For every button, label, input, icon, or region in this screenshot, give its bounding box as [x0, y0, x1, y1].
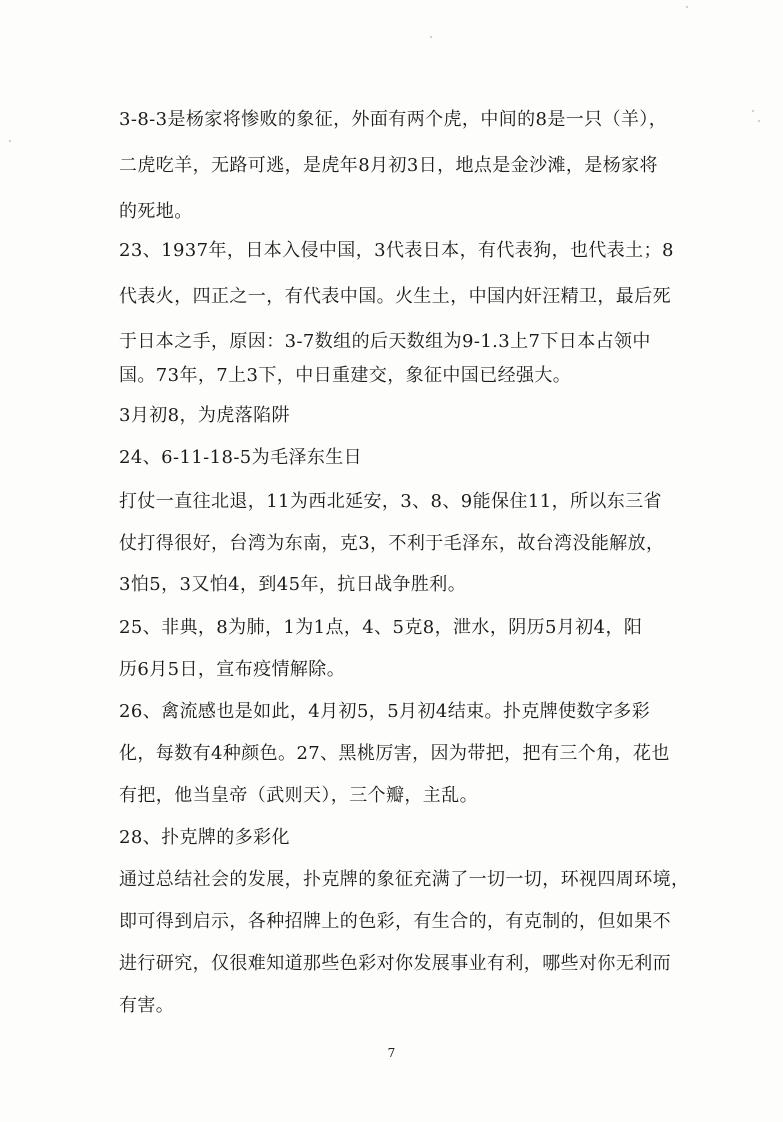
text-line: 25、非典，8为肺，1为1点，4、5克8，泄水，阴历5月初4，阳: [119, 617, 643, 638]
text-line: 的死地。: [119, 201, 193, 222]
scan-speck: [686, 6, 688, 8]
text-line: 国。73年，7上3下，中日重建交，象征中国已经强大。: [119, 365, 572, 386]
text-line: 历6月5日，宣布疫情解除。: [119, 659, 346, 680]
text-line: 于日本之手，原因：3-7数组的后天数组为9-1.3上7下日本占领中: [119, 331, 651, 352]
text-line: 化，每数有4种颜色。27、黑桃厉害，因为带把，把有三个角，花也: [119, 743, 670, 764]
text-line: 仗打得很好，台湾为东南，克3，不利于毛泽东，故台湾没能解放，: [119, 533, 665, 554]
text-line: 3月初8，为虎落陷阱: [119, 405, 290, 426]
scan-speck: [758, 120, 760, 122]
text-line: 代表火，四正之一，有代表中国。火生土，中国内奸汪精卫，最后死: [119, 286, 671, 307]
text-line: 进行研究，仅很难知道那些色彩对你发展事业有利，哪些对你无利而: [119, 953, 671, 974]
text-line: 有害。: [119, 995, 175, 1016]
scan-speck: [430, 36, 432, 38]
text-line: 24、6-11-18-5为毛泽东生日: [119, 447, 363, 468]
page-number: 7: [387, 1046, 396, 1060]
scan-speck: [752, 110, 754, 112]
text-line: 26、禽流感也是如此，4月初5，5月初4结束。扑克牌使数字多彩: [119, 701, 651, 722]
scan-speck: [9, 140, 11, 142]
text-line: 即可得到启示，各种招牌上的色彩，有生合的，有克制的，但如果不: [119, 911, 671, 932]
text-line: 有把，他当皇帝（武则天），三个瓣，主乱。: [119, 785, 478, 806]
text-line: 3-8-3是杨家将惨败的象征，外面有两个虎，中间的8是一只（羊），: [119, 109, 668, 130]
text-line: 打仗一直往北退，11为西北延安，3、8、9能保住11，所以东三省: [119, 491, 662, 512]
text-line: 二虎吃羊，无路可逃，是虎年8月初3日，地点是金沙滩，是杨家将: [119, 155, 658, 176]
text-line: 23、1937年，日本入侵中国，3代表日本，有代表狗，也代表土；8: [119, 240, 674, 261]
text-line: 28、扑克牌的多彩化: [119, 827, 290, 848]
text-line: 通过总结社会的发展，扑克牌的象征充满了一切一切，环视四周环境，: [119, 869, 690, 890]
text-line: 3怕5，3又怕4，到45年，抗日战争胜利。: [119, 574, 467, 595]
